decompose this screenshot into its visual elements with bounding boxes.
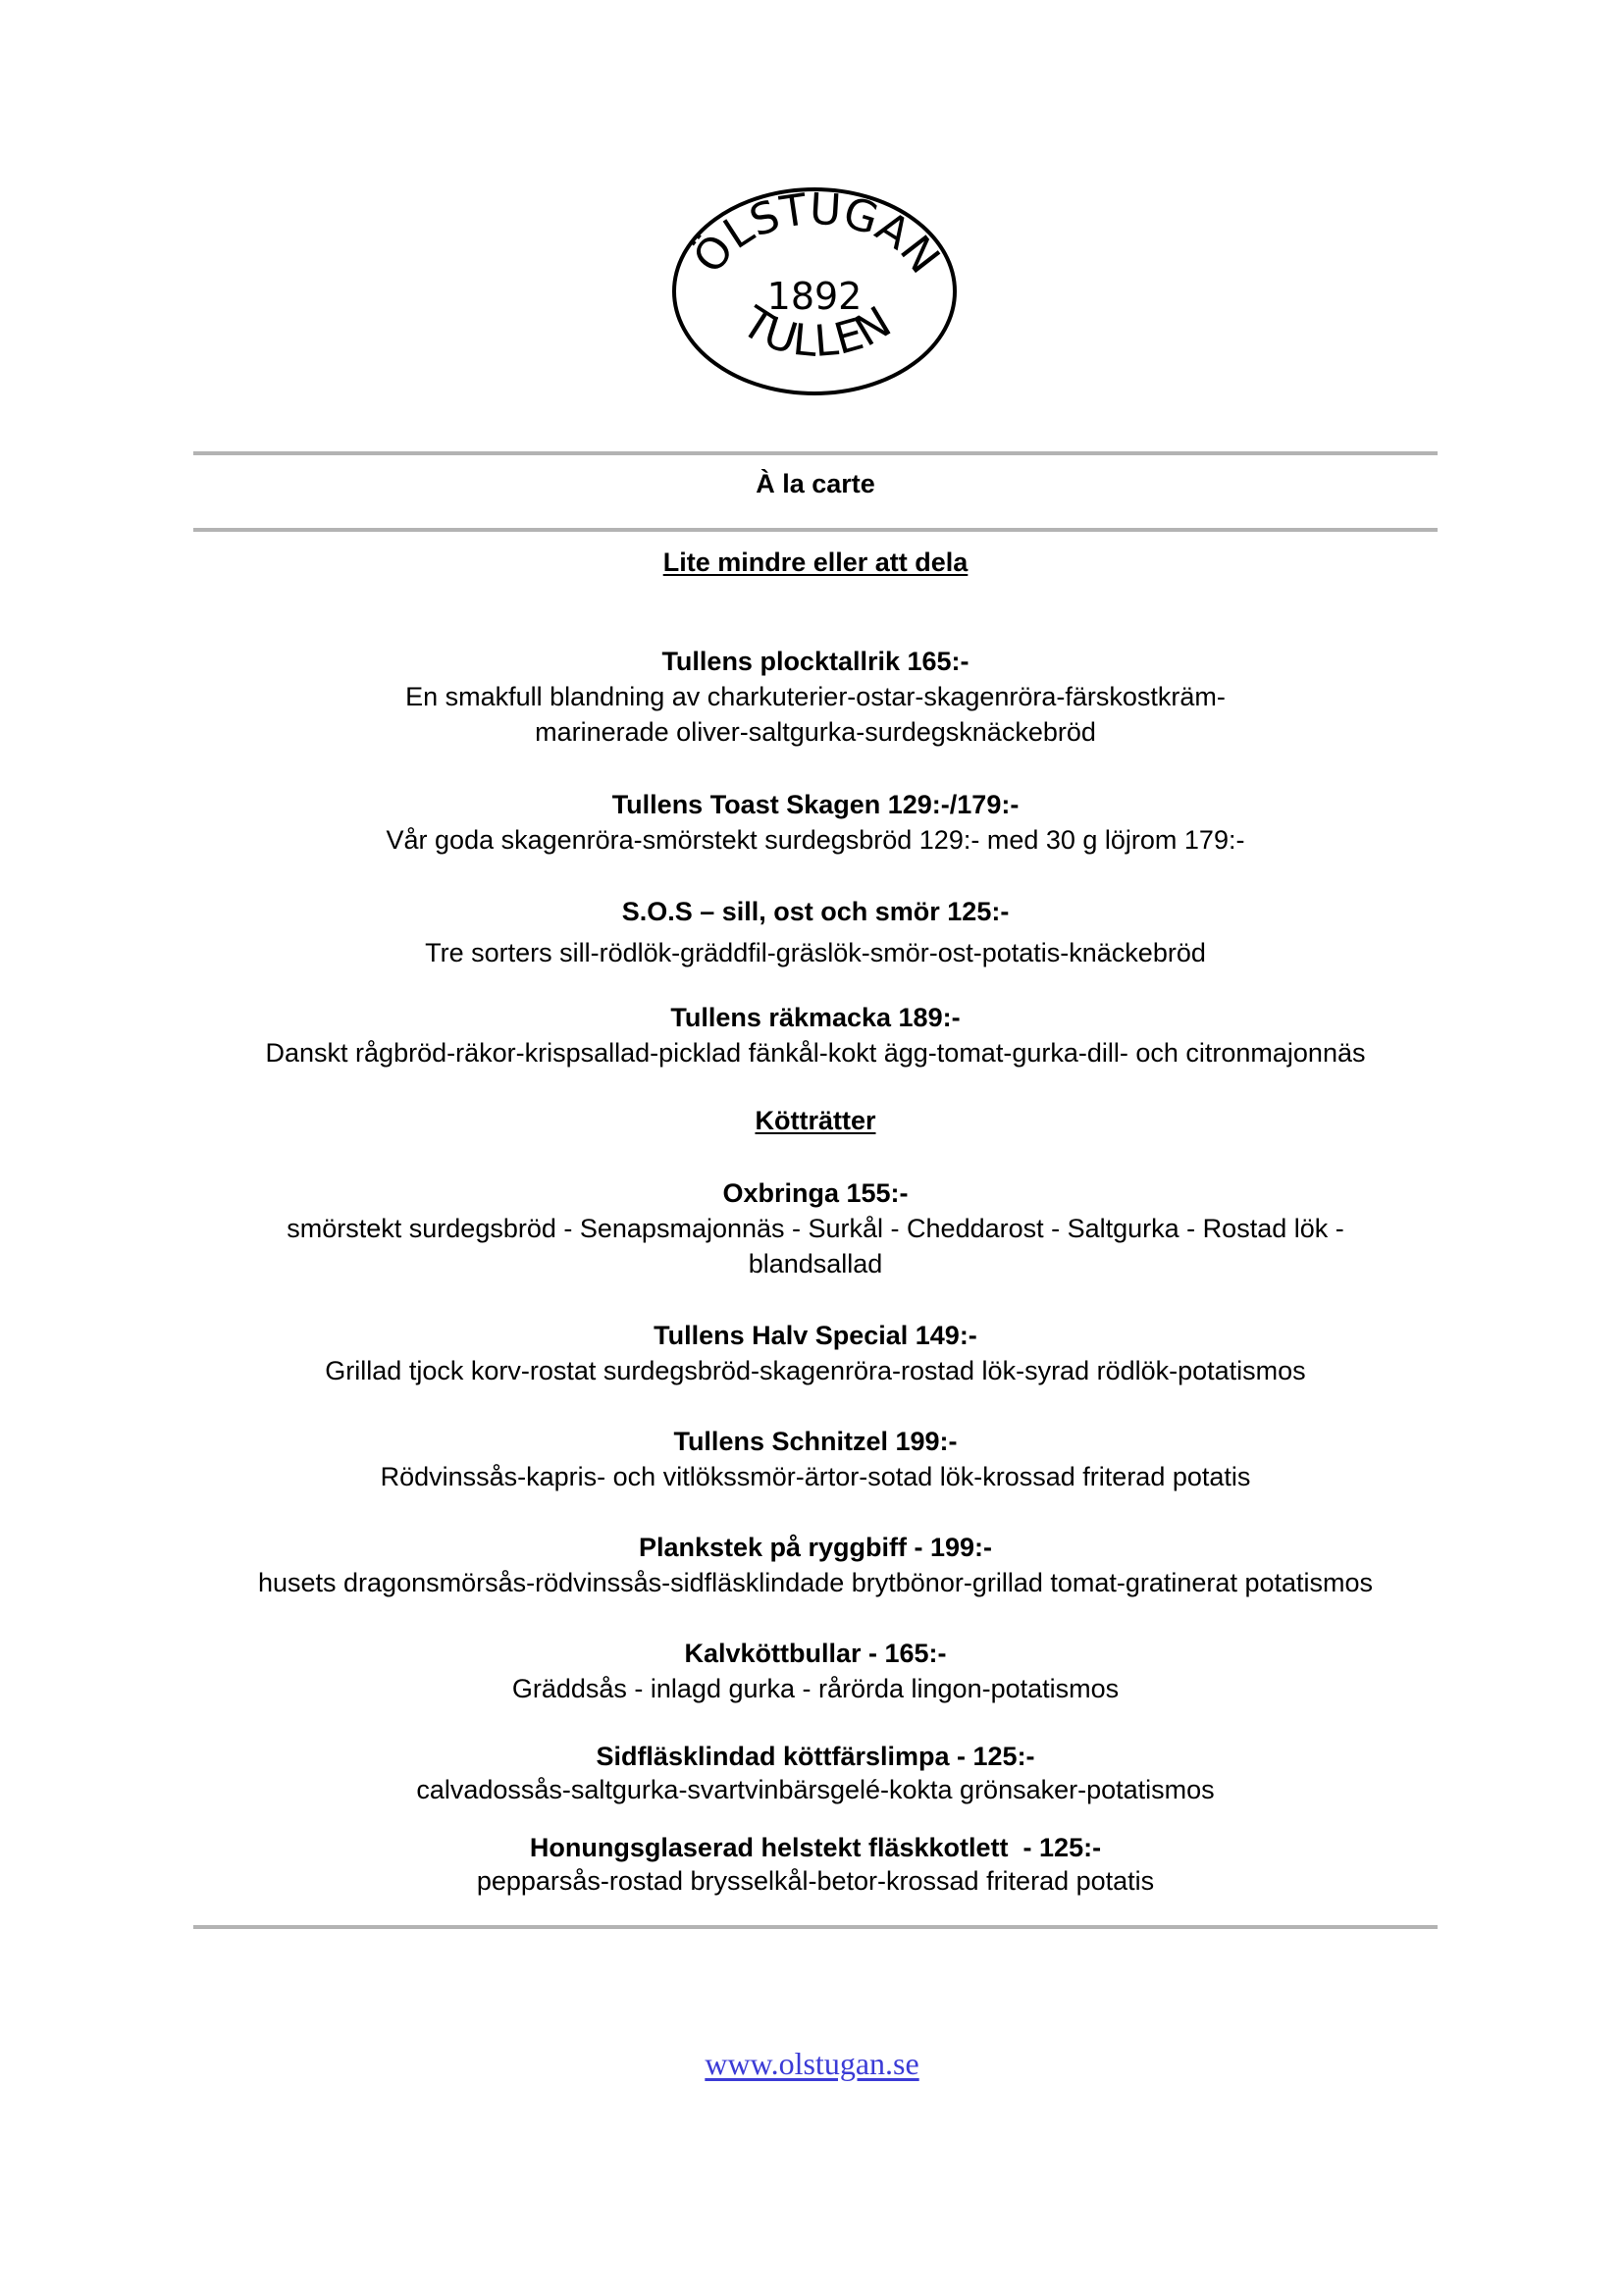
dish-name: Kalvköttbullar - 165:- [684, 1639, 947, 1668]
menu-title: À la carte [756, 469, 875, 498]
dish-description: Danskt rågbröd-räkor-krispsallad-picklad fänkål-kokt ägg-tomat-gurka-dill- och citronmajonnäs [265, 1038, 1366, 1068]
divider-top [193, 451, 1438, 455]
dish-toast-skagen [193, 787, 1438, 858]
dish-description: Vår goda skagenröra-smörstekt surdegsbröd 129:- med 30 g löjrom 179:- [386, 825, 1245, 855]
dish-name: Tullens Halv Special 149:- [654, 1321, 977, 1350]
dish-plocktallrik [193, 644, 1438, 750]
dish-description: Rödvinssås-kapris- och vitlökssmör-ärtor-sotad lök-krossad friterad potatis [380, 1462, 1251, 1491]
divider-under-title [193, 528, 1438, 532]
logo-year: 1892 [766, 275, 863, 318]
website-link[interactable]: www.olstugan.se [705, 2046, 919, 2081]
section-heading-meat: Kötträtter [755, 1106, 876, 1135]
dish-name: Plankstek på ryggbiff - 199:- [638, 1533, 993, 1562]
dish-halv-special [193, 1318, 1438, 1388]
olstugan-logo [667, 182, 962, 402]
dish-sos [193, 894, 1438, 970]
logo-bottom-text: TULLEN [733, 296, 900, 367]
dish-description: pepparsås-rostad brysselkål-betor-krossad friterad potatis [476, 1866, 1155, 1896]
dish-description: smörstekt surdegsbröd - Senapsmajonnäs - Surkål - Cheddarost - Saltgurka - Rostad lök - [287, 1214, 1344, 1243]
dish-rakmacka [193, 1000, 1438, 1070]
dish-name: Tullens räkmacka 189:- [670, 1003, 961, 1032]
dish-name: Honungsglaserad helstekt fläskkotlett - 125:- [529, 1833, 1102, 1862]
logo-top-text: ÖLSTUGAN [683, 183, 950, 284]
dish-name: Tullens Toast Skagen 129:-/179:- [611, 790, 1020, 819]
dish-description: Tre sorters sill-rödlök-gräddfil-gräslök-smör-ost-potatis-knäckebröd [425, 938, 1206, 967]
dish-description: marinerade oliver-saltgurka-surdegsknäckebröd [535, 717, 1096, 747]
dish-name: Tullens Schnitzel 199:- [673, 1427, 958, 1456]
section-heading-small: Lite mindre eller att dela [662, 548, 969, 577]
footer [0, 2046, 1624, 2082]
dish-description: husets dragonsmörsås-rödvinssås-sidfläsklindade brytbönor-grillad tomat-gratinerat potatismos [257, 1568, 1374, 1597]
dish-oxbringa [193, 1175, 1438, 1281]
dish-name: Sidfläsklindad köttfärslimpa - 125:- [596, 1742, 1035, 1771]
dish-name: Oxbringa 155:- [722, 1178, 909, 1208]
dish-description: Gräddsås - inlagd gurka - rårörda lingon-potatismos [511, 1674, 1120, 1703]
divider-bottom [193, 1925, 1438, 1929]
dish-description: En smakfull blandning av charkuterier-ostar-skagenröra-färskostkräm- [405, 682, 1226, 711]
dish-plankstek [193, 1530, 1438, 1600]
dish-description: blandsallad [748, 1249, 883, 1278]
dish-kalvkottbullar [193, 1636, 1438, 1706]
svg-text:ÖLSTUGAN [683, 184, 949, 284]
dish-flaskkotlett [193, 1830, 1438, 1897]
dish-description: calvadossås-saltgurka-svartvinbärsgelé-kokta grönsaker-potatismos [416, 1775, 1215, 1804]
dish-description: Grillad tjock korv-rostat surdegsbröd-skagenröra-rostad lök-syrad rödlök-potatismos [325, 1356, 1306, 1385]
dish-kottfarslimpa [193, 1739, 1438, 1805]
dish-name: S.O.S – sill, ost och smör 125:- [621, 897, 1010, 926]
dish-schnitzel [193, 1424, 1438, 1494]
dish-name: Tullens plocktallrik 165:- [661, 647, 969, 676]
